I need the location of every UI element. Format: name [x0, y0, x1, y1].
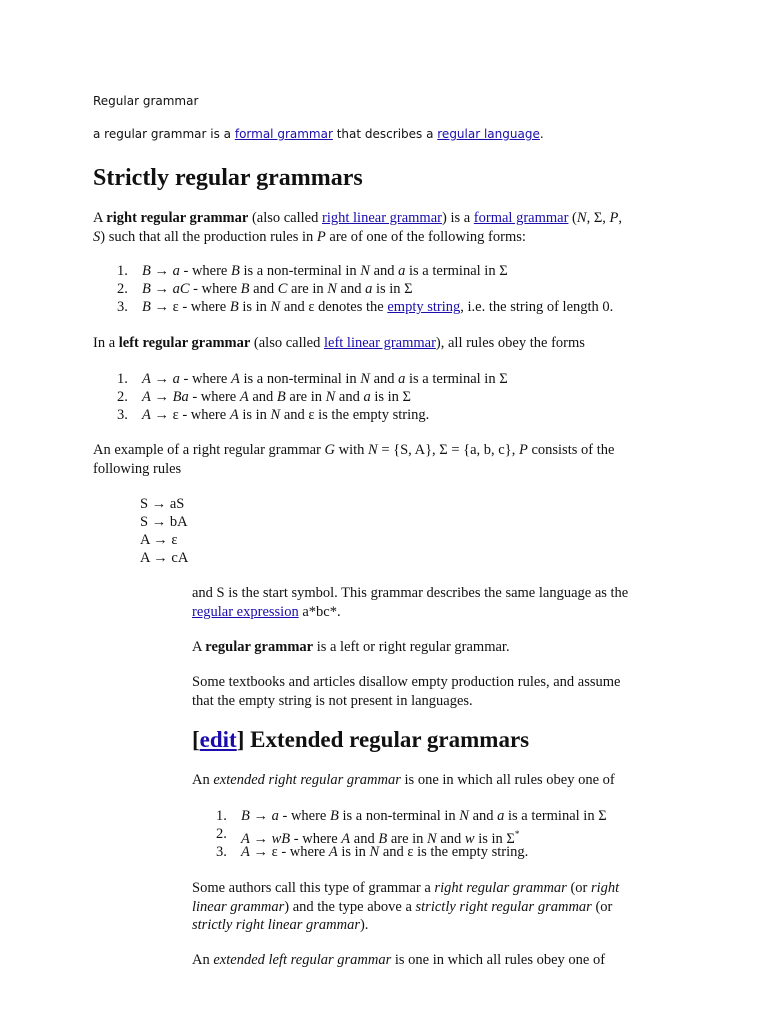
var: B [276, 389, 286, 405]
var: A [241, 844, 250, 860]
text: is a terminal in Σ [504, 808, 607, 824]
text: - where [179, 371, 231, 387]
text: a*bc*. [298, 603, 341, 620]
list-number: 3. [117, 299, 128, 315]
intro-text: a regular grammar is a [93, 127, 235, 141]
empty-string-link[interactable]: empty string [387, 299, 461, 315]
text: is one in which all rules obey one of [400, 772, 615, 788]
var: B [241, 808, 250, 824]
var: A [229, 407, 239, 423]
text: An [192, 772, 214, 788]
list-number: 3. [216, 844, 227, 860]
production-rule: A → ε [140, 532, 178, 548]
text: is in Σ [372, 281, 413, 297]
var: A [231, 371, 240, 387]
term-italic: linear grammar [192, 898, 285, 915]
text: is in [337, 844, 370, 860]
formal-grammar-link[interactable]: formal grammar [234, 127, 333, 141]
var: N [368, 442, 378, 458]
text: following rules [93, 460, 182, 477]
left-regular-definition [93, 334, 585, 353]
text: are of one of the following forms: [325, 228, 526, 245]
var: N [325, 389, 336, 405]
list-item [117, 406, 677, 424]
text: → [150, 389, 173, 405]
text: , [618, 210, 622, 226]
text: and [336, 281, 366, 297]
text: is one in which all rules obey one of [391, 952, 606, 968]
var: N [459, 808, 469, 824]
text: An [192, 952, 214, 968]
extended-rules-list [216, 807, 716, 861]
text: is in [238, 407, 271, 423]
text: → ε - where [150, 299, 230, 315]
text: is in [238, 299, 271, 315]
text: is a non-terminal in [239, 263, 361, 279]
text: ) and the type above a [284, 898, 416, 915]
text: In a [93, 335, 119, 351]
regular-grammar-definition [192, 638, 510, 657]
text: → [249, 808, 272, 824]
text: that the empty string is not present in languages. [192, 692, 473, 709]
left-linear-grammar-link[interactable]: left linear grammar [323, 335, 436, 351]
var: N [369, 844, 380, 860]
text: A [93, 210, 107, 226]
term-italic: right [590, 880, 620, 896]
text: ) is a [441, 210, 474, 226]
text: ) such that all the production rules in [100, 228, 317, 245]
text: are in [285, 389, 326, 405]
term-italic: extended left regular grammar [213, 952, 392, 968]
var: a [365, 281, 373, 297]
text: are in [287, 281, 328, 297]
text: ( [568, 210, 577, 226]
var: S [93, 228, 101, 245]
var: B [378, 830, 388, 847]
var: A [241, 830, 250, 847]
var: N [576, 210, 587, 226]
text: and ε denotes the [280, 299, 388, 315]
var: C [277, 281, 288, 297]
text: (or [591, 898, 613, 915]
text: Some authors call this type of grammar a [192, 880, 435, 896]
var: N [270, 299, 281, 315]
text: is a terminal in Σ [405, 263, 508, 279]
text: is a non-terminal in [239, 371, 361, 387]
text: → [150, 281, 173, 297]
empty-rules-note [192, 673, 620, 710]
intro-line [93, 127, 544, 141]
extended-right-definition [192, 771, 615, 790]
text: An example of a right regular grammar [93, 442, 325, 458]
text: and [350, 830, 379, 847]
extended-left-definition [192, 951, 605, 970]
list-number: 1. [117, 371, 128, 387]
intro-text: that describes a [332, 127, 438, 141]
var: P [609, 210, 619, 226]
var: B [229, 299, 239, 315]
kleene-star: * [514, 829, 520, 839]
edit-link[interactable]: edit [199, 727, 237, 752]
authors-note-paragraph [192, 879, 619, 935]
list-number: 1. [216, 808, 227, 824]
var: B [142, 299, 151, 315]
list-number: 3. [117, 407, 128, 423]
var: B [240, 281, 250, 297]
production-rule: S → bA [140, 514, 188, 530]
list-item [216, 843, 716, 861]
text: is a terminal in Σ [405, 371, 508, 387]
text: and [335, 389, 364, 405]
list-number: 1. [117, 263, 128, 279]
text: and [248, 389, 277, 405]
text: - where [189, 281, 241, 297]
text: → [249, 830, 272, 847]
section-heading-strictly-regular: Strictly regular grammars [93, 165, 363, 191]
var: a [172, 263, 180, 279]
term-italic: extended right regular grammar [213, 772, 401, 788]
text: consists of the [527, 442, 615, 458]
var: B [231, 263, 240, 279]
list-item [117, 280, 677, 298]
document-title: Regular grammar [93, 94, 199, 108]
text: → [150, 371, 173, 387]
text: (also called [248, 210, 322, 226]
text: (or [566, 880, 591, 896]
var: P [316, 228, 326, 245]
term-italic: right regular grammar [434, 880, 567, 896]
var: B [142, 281, 151, 297]
term-bold: left regular grammar [118, 335, 251, 351]
list-number: 2. [216, 826, 227, 842]
var: B [142, 263, 151, 279]
var: a [271, 808, 279, 824]
text: is in Σ [370, 389, 411, 405]
right-regular-definition [93, 209, 673, 246]
var: Ba [172, 389, 189, 405]
text: are in [387, 830, 428, 847]
production-rule: A → cA [140, 550, 189, 566]
text: = {S, A}, Σ = {a, b, c}, [377, 442, 519, 458]
list-item [117, 298, 677, 316]
text: - where [179, 263, 231, 279]
start-symbol-paragraph [192, 584, 692, 621]
text: and ε is the empty string. [280, 407, 430, 423]
text: and [369, 371, 399, 387]
text: and [436, 830, 465, 847]
var: a [398, 371, 406, 387]
text: A [192, 639, 206, 655]
text: , Σ, [586, 210, 610, 226]
text: → ε - where [249, 844, 329, 860]
text: is a left or right regular grammar. [313, 639, 510, 655]
var: N [270, 407, 281, 423]
var: B [330, 808, 339, 824]
list-item [216, 807, 716, 825]
text: with [335, 442, 369, 458]
var: N [360, 263, 370, 279]
text: and ε is the empty string. [379, 844, 529, 860]
var: N [360, 371, 370, 387]
text: - where [278, 808, 330, 824]
regular-expression-link[interactable]: regular expression [192, 603, 299, 620]
list-number: 2. [117, 281, 128, 297]
var: A [341, 830, 351, 847]
regular-language-link[interactable]: regular language [437, 127, 540, 141]
var: a [398, 263, 406, 279]
var: w [464, 830, 475, 847]
right-regular-rules-list [117, 262, 677, 316]
var: aC [172, 281, 190, 297]
var: a [172, 371, 180, 387]
example-paragraph [93, 441, 673, 478]
text: Some textbooks and articles disallow empty production rules, and assume [192, 674, 621, 690]
list-item [117, 262, 677, 280]
var: A [142, 407, 151, 423]
text: ), all rules obey the forms [435, 335, 585, 351]
text: ). [359, 917, 369, 933]
text: is in Σ [474, 830, 515, 847]
production-rule: S → aS [140, 496, 185, 512]
term-bold: regular grammar [205, 639, 314, 655]
term-italic: strictly right regular grammar [415, 898, 592, 915]
var: P [518, 442, 528, 458]
term-italic: strictly right linear grammar [192, 917, 360, 933]
text: and [369, 263, 399, 279]
var: G [324, 442, 335, 458]
text: and S is the start symbol. This grammar describes the same language as the [192, 585, 629, 601]
list-item [117, 388, 677, 406]
left-regular-rules-list [117, 370, 677, 424]
term-bold: right regular grammar [106, 210, 249, 226]
right-linear-grammar-link[interactable]: right linear grammar [322, 210, 442, 226]
list-number: 2. [117, 389, 128, 405]
text: and [249, 281, 278, 297]
text: → [150, 263, 173, 279]
list-item [216, 825, 716, 847]
var: A [239, 389, 249, 405]
var: a [497, 808, 505, 824]
var: A [142, 389, 151, 405]
var: N [327, 281, 337, 297]
text: (also called [250, 335, 324, 351]
bracket: [ [192, 727, 200, 752]
var: wB [271, 830, 291, 847]
intro-text: . [539, 127, 544, 141]
text: and [468, 808, 498, 824]
heading-text: ] Extended regular grammars [236, 727, 530, 752]
var: a [363, 389, 371, 405]
var: A [328, 844, 338, 860]
var: A [142, 371, 151, 387]
text: is a non-terminal in [338, 808, 460, 824]
example-productions [140, 495, 188, 567]
text: - where [290, 830, 342, 847]
text: , i.e. the string of length 0. [460, 299, 614, 315]
var: N [427, 830, 437, 847]
section-heading-extended-regular [192, 727, 529, 753]
list-item [117, 370, 677, 388]
text: → ε - where [150, 407, 230, 423]
text: - where [188, 389, 240, 405]
formal-grammar-link-2[interactable]: formal grammar [473, 210, 569, 226]
